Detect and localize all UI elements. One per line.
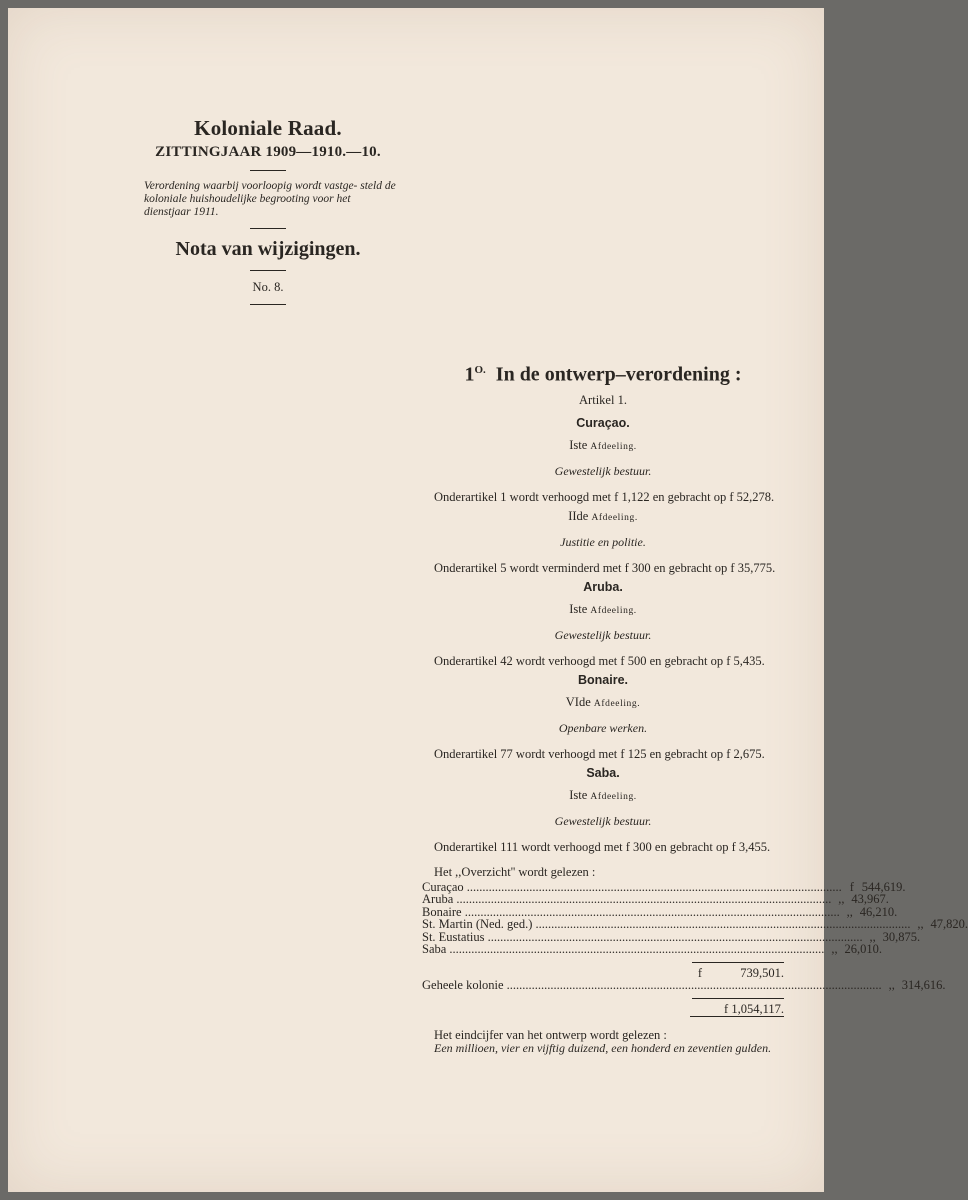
afdeeling-label: Iste Afdeeling.	[569, 787, 637, 802]
grand-total: f 1,054,117.	[690, 1003, 784, 1018]
geheele-kolonie-row: Geheele kolonie ........................................................................................................................ ,, 314,616.	[422, 978, 946, 993]
section-saba: Saba.	[586, 765, 620, 780]
table-row: Curaçao ........................................................................................................................ f 544,619.	[422, 879, 906, 894]
row-name: St. Martin (Ned. ged.) ........................................................................................................................	[422, 917, 911, 932]
row-name: Bonaire ........................................................................................................................	[422, 904, 840, 919]
document-page	[8, 8, 968, 1192]
article-label: Artikel 1.	[579, 392, 627, 407]
divider	[250, 270, 286, 271]
final-intro: Het eindcijfer van het ontwerp wordt gelezen :	[434, 1028, 667, 1043]
session-year: ZITTINGJAAR 1909—1910.—10.	[155, 144, 381, 160]
section-heading	[422, 363, 784, 386]
subdivision-title: Gewestelijk bestuur.	[554, 813, 652, 828]
section-aruba: Aruba.	[583, 579, 623, 594]
amendment-text: Onderartikel 111 wordt verhoogd met f 300 en gebracht op f 3,455.	[434, 839, 771, 854]
afdeeling-label: VIde Afdeeling.	[565, 694, 641, 709]
amendments-block	[422, 363, 968, 1056]
overzicht-intro: Het ,,Overzicht'' wordt gelezen :	[434, 864, 596, 879]
section-bonaire: Bonaire.	[577, 672, 628, 687]
overzicht-table	[422, 879, 968, 1016]
sum-rule	[692, 962, 784, 963]
row-name: Aruba ........................................................................................................................	[422, 892, 832, 907]
document-number: No. 8.	[252, 280, 284, 294]
table-row: Aruba ........................................................................................................................ ,, 43,967.	[422, 892, 889, 907]
afdeeling-label: Iste Afdeeling.	[569, 437, 637, 452]
table-row: St. Eustatius ........................................................................................................................ ,, 30,875.	[422, 929, 921, 944]
subdivision-title: Gewestelijk bestuur.	[554, 463, 652, 478]
subtotal-row: f 739,501.	[697, 965, 784, 980]
subdivision-title: Openbare werken.	[558, 720, 648, 735]
amendment-text: Onderartikel 42 wordt verhoogd met f 500 en gebracht op f 5,435.	[434, 653, 765, 668]
row-name: Saba ........................................................................................................................	[422, 942, 825, 957]
row-name: Curaçao ........................................................................................................................	[422, 879, 842, 894]
divider	[250, 228, 286, 229]
header-block	[138, 116, 398, 314]
table-row: Bonaire ........................................................................................................................ ,, 46,210.	[422, 904, 898, 919]
heading-text: In de ontwerp–verordening :	[495, 363, 742, 386]
table-row: St. Martin (Ned. ged.) ........................................................................................................................ ,, 47,820.	[422, 917, 968, 932]
ordinance-description: Verordening waarbij voorloopig wordt vastge- steld de koloniale huishoudelijke begrooting voor het dienstjaar 1911.	[144, 180, 396, 218]
amendment-text: Onderartikel 1 wordt verhoogd met f 1,122 en gebracht op f 52,278.	[434, 489, 775, 504]
row-name: St. Eustatius ........................................................................................................................	[422, 929, 863, 944]
section-curacao: Curaçao.	[576, 415, 630, 430]
subdivision-title: Justitie en politie.	[560, 534, 646, 549]
final-amount-words: Een millioen, vier en vijftig duizend, een honderd en zeventien gulden.	[434, 1041, 772, 1056]
heading-sup: O.	[474, 364, 486, 376]
divider	[250, 304, 286, 305]
nota-title: Nota van wijzigingen.	[175, 238, 361, 260]
row-name: Geheele kolonie ........................................................................................................................	[422, 978, 882, 993]
amendment-text: Onderartikel 5 wordt verminderd met f 300 en gebracht op f 35,775.	[434, 560, 776, 575]
subdivision-title: Gewestelijk bestuur.	[554, 627, 652, 642]
divider	[250, 170, 286, 171]
amendment-text: Onderartikel 77 wordt verhoogd met f 125 en gebracht op f 2,675.	[434, 746, 765, 761]
council-title: Koloniale Raad.	[194, 116, 342, 140]
afdeeling-label: Iste Afdeeling.	[569, 601, 637, 616]
sum-rule	[692, 998, 784, 999]
afdeeling-label: IIde Afdeeling.	[568, 508, 638, 523]
heading-number: 1	[464, 363, 475, 386]
table-row: Saba ........................................................................................................................ ,, 26,010.	[422, 942, 882, 957]
total-row	[422, 1003, 784, 1016]
